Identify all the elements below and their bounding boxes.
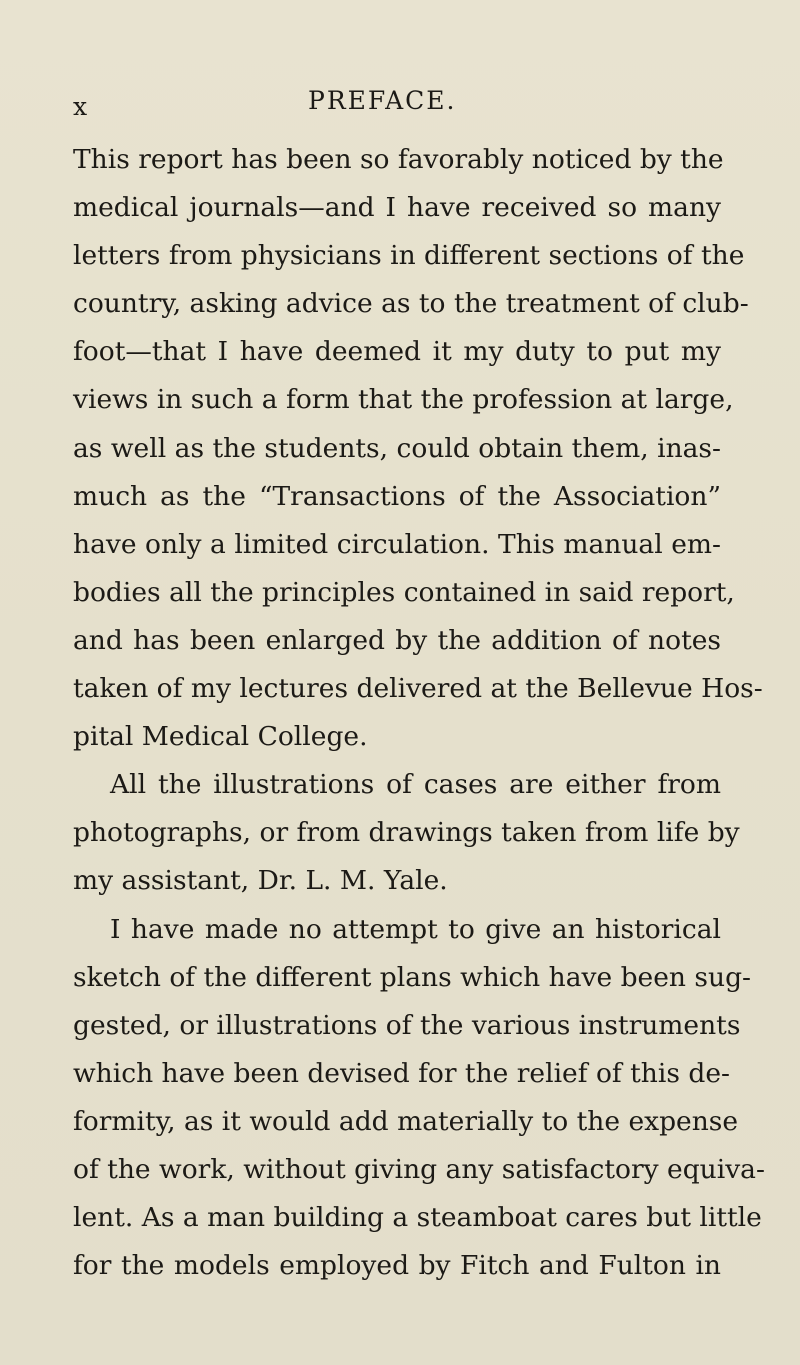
text-line: medical journals—and I have received so many xyxy=(73,192,721,224)
text-line: lent. As a man building a steamboat cares but little xyxy=(73,1202,762,1234)
text-line: for the models employed by Fitch and Fulton in xyxy=(73,1250,721,1282)
text-line: which have been devised for the relief of this de- xyxy=(73,1057,730,1089)
text-line-paragraph-end: pital Medical College. xyxy=(73,721,368,753)
text-line: bodies all the principles contained in said report, xyxy=(73,576,735,608)
page-number: x xyxy=(73,92,89,121)
text-line: country, asking advice as to the treatment of club- xyxy=(73,288,749,320)
text-line: much as the “Transactions of the Association” xyxy=(73,480,721,512)
text-line: foot—that I have deemed it my duty to put my xyxy=(73,336,721,368)
text-line: gested, or illustrations of the various instruments xyxy=(73,1009,741,1041)
text-line: have only a limited circulation. This manual em- xyxy=(73,528,721,560)
text-line: taken of my lectures delivered at the Bellevue Hos- xyxy=(73,673,763,705)
text-line-paragraph-start: I have made no attempt to give an historical xyxy=(110,913,721,945)
running-title: PREFACE. xyxy=(308,86,457,115)
text-line-paragraph-start: All the illustrations of cases are either from xyxy=(110,769,721,801)
text-line: letters from physicians in different sections of the xyxy=(73,240,745,272)
text-line: This report has been so favorably noticed by the xyxy=(73,144,724,175)
text-line: and has been enlarged by the addition of notes xyxy=(73,624,721,656)
text-line: photographs, or from drawings taken from life by xyxy=(73,817,740,849)
body-text xyxy=(73,136,765,1290)
text-line: of the work, without giving any satisfactory equiva- xyxy=(73,1153,765,1185)
text-line: formity, as it would add materially to the expense xyxy=(73,1105,739,1137)
text-line: views in such a form that the profession at large, xyxy=(73,384,734,416)
text-line: sketch of the different plans which have been sug- xyxy=(73,961,752,993)
text-line: as well as the students, could obtain them, inas- xyxy=(73,432,721,464)
running-head xyxy=(0,86,800,126)
text-line-paragraph-end: my assistant, Dr. L. M. Yale. xyxy=(73,865,448,897)
